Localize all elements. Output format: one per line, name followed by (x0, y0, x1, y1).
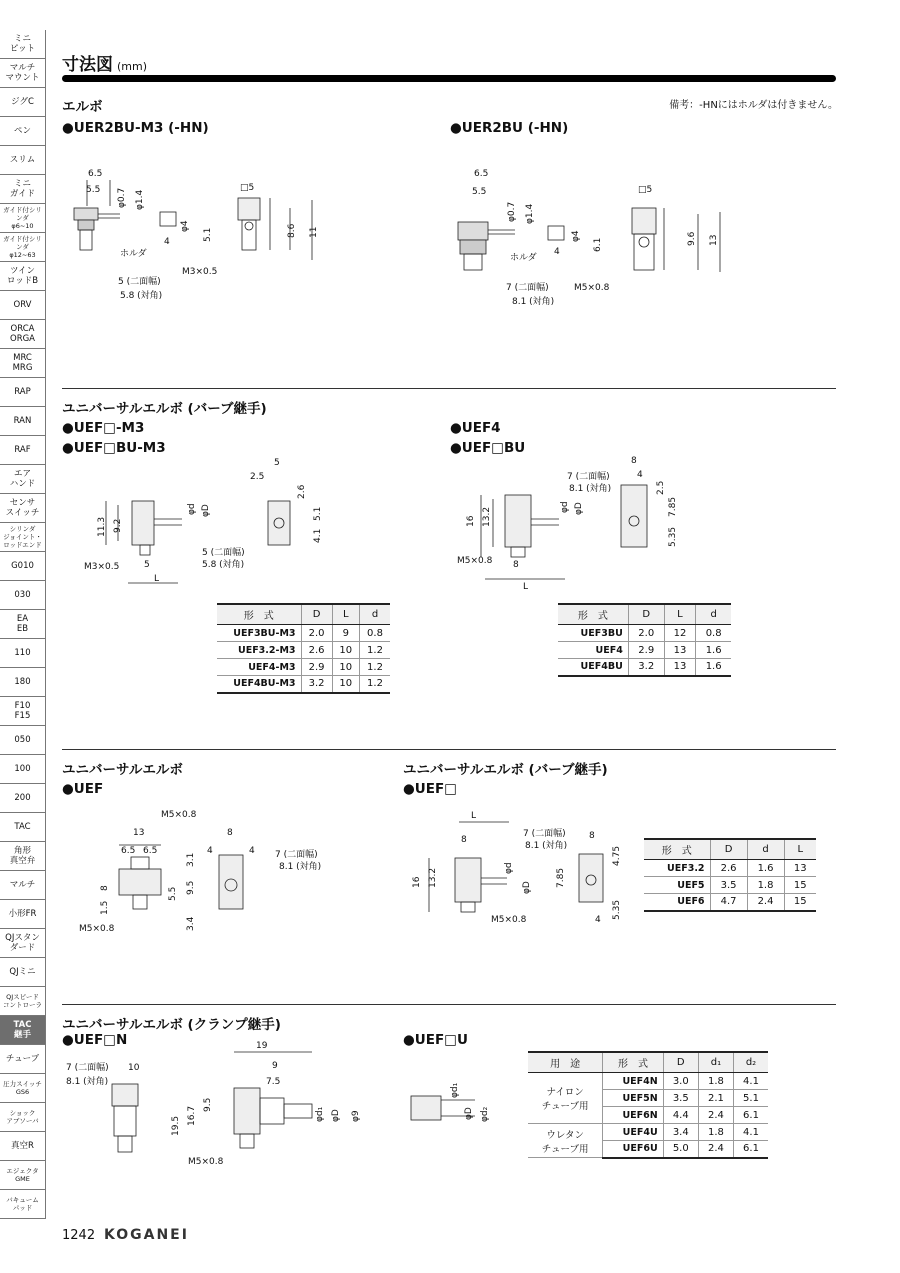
diagram-uef-u (405, 1070, 505, 1140)
sidebar-item[interactable]: エジェクタ GME (0, 1161, 46, 1190)
table-cell: 5.1 (733, 1090, 768, 1107)
dim-label: φ1.4 (135, 189, 145, 210)
sidebar-item[interactable]: 角形 真空弁 (0, 842, 46, 871)
sidebar-item[interactable]: RAP (0, 378, 46, 407)
table-cell: UEF4BU (558, 659, 628, 676)
dim-label: φd₁ (315, 1106, 325, 1122)
dim-label: 2.5 (656, 480, 666, 495)
table-cell: UEF4U (603, 1124, 663, 1141)
dim-label: φD (574, 502, 584, 515)
dim-label: ホルダ (120, 249, 147, 259)
dim-label: 8.1 (対角) (512, 297, 555, 307)
dim-label: φd (504, 862, 514, 874)
sidebar-item[interactable]: エア ハンド (0, 465, 46, 494)
table-cell: UEF5 (644, 877, 710, 894)
sidebar-item[interactable]: マルチ マウント (0, 59, 46, 88)
sidebar-item[interactable]: 100 (0, 755, 46, 784)
table-cell: 3.4 (663, 1124, 698, 1141)
table-cell: 3.5 (663, 1090, 698, 1107)
table-row (217, 642, 390, 659)
table-cell: 3.2 (301, 676, 332, 693)
sidebar-item[interactable]: ショック アブソーバ (0, 1103, 46, 1132)
product-uef-m3: ●UEF□-M3 (62, 420, 145, 436)
table-cell: 2.9 (628, 642, 664, 659)
table-header: 形 式 (603, 1052, 663, 1073)
product-uer2bu-m3: ●UER2BU-M3 (-HN) (62, 120, 209, 136)
dim-label: φ0.7 (507, 201, 517, 222)
dim-label: 8 (513, 560, 519, 570)
table-cell: 13 (664, 642, 696, 659)
dim-label: 4 (249, 846, 255, 856)
table-cell: 2.1 (698, 1090, 733, 1107)
table-cell: UEF3BU (558, 625, 628, 642)
sidebar-item[interactable]: F10 F15 (0, 697, 46, 726)
table-cell: 1.8 (698, 1124, 733, 1141)
table-cell: UEF4BU-M3 (217, 676, 301, 693)
dim-label: M5×0.8 (491, 915, 527, 925)
table-header: 用 途 (528, 1052, 603, 1073)
dim-label: 4 (207, 846, 213, 856)
table-cell: 1.6 (747, 860, 784, 877)
dim-label: 6.5 (474, 169, 489, 179)
table-cell: UEF3.2-M3 (217, 642, 301, 659)
product-uef-u: ●UEF□U (403, 1032, 468, 1048)
dim-label: 2.5 (250, 472, 265, 482)
table-cell: 6.1 (733, 1141, 768, 1158)
dim-label: M3×0.5 (182, 267, 218, 277)
sidebar-item[interactable]: 030 (0, 581, 46, 610)
dim-label: 5.35 (668, 526, 678, 547)
sidebar-item[interactable]: G010 (0, 552, 46, 581)
dim-label: 4 (637, 470, 643, 480)
table-cell: 2.6 (710, 860, 747, 877)
sidebar-item[interactable]: ミニ ガイド (0, 175, 46, 204)
table-row (528, 1073, 768, 1090)
unit-label: (mm) (117, 60, 148, 73)
dim-label: 8.6 (287, 223, 297, 238)
table-row (644, 894, 816, 911)
table-cell: 0.8 (359, 625, 390, 642)
sidebar-item[interactable]: マルチ (0, 871, 46, 900)
sidebar-item[interactable]: 小形FR (0, 900, 46, 929)
dim-label: 8 (100, 885, 110, 891)
table-row (558, 659, 731, 676)
dim-label: □5 (240, 183, 255, 193)
product-uef4: ●UEF4 (450, 420, 501, 436)
sidebar-item[interactable]: RAN (0, 407, 46, 436)
spec-table-uef-n-u (528, 1051, 768, 1159)
section-universal-clamp: ユニバーサルエルボ (クランプ継手) (62, 1017, 281, 1033)
table-cell: UEF6U (603, 1141, 663, 1158)
dim-label: 9.2 (113, 518, 123, 533)
table-cell: 2.4 (698, 1141, 733, 1158)
dim-label: 5.8 (対角) (202, 560, 245, 570)
sidebar-item[interactable]: EA EB (0, 610, 46, 639)
table-cell: 4.7 (710, 894, 747, 911)
dim-label: 13 (133, 828, 145, 838)
dim-label: 4 (554, 247, 560, 257)
sidebar-item[interactable]: 真空R (0, 1132, 46, 1161)
table-cell: 3.0 (663, 1073, 698, 1090)
section-universal: ユニバーサルエルボ (62, 762, 183, 778)
table-cell: UEF3.2 (644, 860, 710, 877)
dim-label: M5×0.8 (188, 1157, 224, 1167)
table-cell: 1.8 (747, 877, 784, 894)
table-cell: 3.2 (628, 659, 664, 676)
sidebar-item[interactable]: ORCA ORGA (0, 320, 46, 349)
table-cell: 2.4 (747, 894, 784, 911)
dim-label: 1.5 (100, 900, 110, 915)
dim-label: 3.1 (186, 852, 196, 867)
table-header: d (696, 604, 731, 625)
product-uef-bu: ●UEF□BU (450, 440, 526, 456)
dim-label: 8 (631, 456, 637, 466)
table-cell: 2.0 (628, 625, 664, 642)
dim-label: 4.1 (313, 528, 323, 543)
dim-label: 7 (二面幅) (567, 472, 610, 482)
dim-label: 5.1 (203, 227, 213, 242)
table-cell: 2.4 (698, 1107, 733, 1124)
page-title: 寸法図 (mm) (62, 55, 148, 75)
dim-label: 5 (144, 560, 150, 570)
sidebar-item[interactable]: TAC 継手 (0, 1016, 46, 1045)
spec-table-uef-barb (644, 838, 816, 912)
dim-label: 6.1 (593, 237, 603, 252)
dim-label: M5×0.8 (161, 810, 197, 820)
table-cell: 3.5 (710, 877, 747, 894)
dim-label: φ1.4 (525, 203, 535, 224)
sidebar-item[interactable]: ジグC (0, 88, 46, 117)
dim-label: 10 (128, 1063, 140, 1073)
dim-label: 7.85 (556, 867, 566, 888)
dim-label: 5.8 (対角) (120, 291, 163, 301)
table-cell: 1.2 (359, 676, 390, 693)
dim-label: 5.35 (612, 899, 622, 920)
dim-label: 4.75 (612, 845, 622, 866)
diagram-uef-barb (405, 808, 635, 933)
dim-label: M5×0.8 (574, 283, 610, 293)
dim-label: 7.5 (266, 1077, 281, 1087)
table-row (217, 659, 390, 676)
dim-label: 11 (309, 226, 319, 238)
table-cell: 5.0 (663, 1141, 698, 1158)
diagram-uef-n (62, 1040, 382, 1170)
dim-label: φd₁ (450, 1082, 460, 1098)
dim-label: φ4 (180, 220, 190, 232)
table-header: d₂ (733, 1052, 768, 1073)
dim-label: 7 (二面幅) (66, 1063, 109, 1073)
dim-label: 8 (227, 828, 233, 838)
product-uef: ●UEF (62, 781, 104, 797)
sidebar-item[interactable]: 200 (0, 784, 46, 813)
diagram-uef4 (455, 455, 695, 590)
table-header: 形 式 (644, 839, 710, 860)
dim-label: φD (464, 1107, 474, 1120)
table-cell: 1.6 (696, 642, 731, 659)
dim-label: φ4 (571, 230, 581, 242)
sidebar-item[interactable]: ツイン ロッドB (0, 262, 46, 291)
dim-label: φD (522, 881, 532, 894)
table-header: 形 式 (217, 604, 301, 625)
dim-label: 19.5 (171, 1115, 181, 1136)
dim-label: 16.7 (187, 1105, 197, 1126)
sidebar-item[interactable]: QJスタン ダード (0, 929, 46, 958)
table-header: D (628, 604, 664, 625)
dim-label: 5.5 (168, 886, 178, 901)
remark-note: 備考：-HNにはホルダは付きません。 (669, 100, 838, 111)
sidebar-item[interactable]: QJミニ (0, 958, 46, 987)
sidebar-item[interactable]: ガイド付シリンダ φ12~63 (0, 233, 46, 262)
divider (62, 749, 836, 750)
dim-label: 6.5 (88, 169, 103, 179)
sidebar-item[interactable]: シリンダ ジョイント・ ロッドエンド (0, 523, 46, 552)
dim-label: 8 (589, 831, 595, 841)
divider (62, 388, 836, 389)
sidebar-item[interactable]: QJスピード コントローラ (0, 987, 46, 1016)
table-cell: 10 (332, 676, 359, 693)
table-cell: 6.1 (733, 1107, 768, 1124)
table-cell: 13 (784, 860, 816, 877)
brand-logo: KOGANEI (104, 1227, 189, 1243)
section-elbow: エルボ (62, 99, 103, 115)
dim-label: 6.5 (143, 846, 158, 856)
dim-label: φ9 (351, 1110, 361, 1122)
table-header: d₁ (698, 1052, 733, 1073)
dim-label: 9.5 (203, 1097, 213, 1112)
table-cell: UEF6N (603, 1107, 663, 1124)
dim-label: φd (187, 503, 197, 515)
sidebar-item[interactable]: スリム (0, 146, 46, 175)
dim-label: 5.5 (86, 185, 101, 195)
dim-label: 7 (二面幅) (506, 283, 549, 293)
dim-label: 8.1 (対角) (66, 1077, 109, 1087)
dim-label: φD (331, 1109, 341, 1122)
sidebar-item[interactable]: 050 (0, 726, 46, 755)
dim-label: 5.1 (313, 506, 323, 521)
dim-label: 13 (709, 234, 719, 246)
dim-label: 13.2 (482, 506, 492, 527)
dim-label: φD (201, 504, 211, 517)
dim-label: 2.6 (297, 484, 307, 499)
section-universal-barb-2: ユニバーサルエルボ (バーブ継手) (403, 762, 608, 778)
table-cell: UEF4 (558, 642, 628, 659)
table-header: 形 式 (558, 604, 628, 625)
table-row (558, 625, 731, 642)
table-cell: 4.4 (663, 1107, 698, 1124)
table-cell: 4.1 (733, 1073, 768, 1090)
sidebar-item[interactable]: 110 (0, 639, 46, 668)
dim-label: 8.1 (対角) (569, 484, 612, 494)
product-uer2bu: ●UER2BU (-HN) (450, 120, 569, 136)
dim-label: L (471, 811, 477, 821)
dim-label: 4 (595, 915, 601, 925)
dim-label: 9 (272, 1061, 278, 1071)
dim-label: 16 (466, 515, 476, 527)
sidebar-item[interactable]: RAF (0, 436, 46, 465)
diagram-uer2bu (440, 150, 730, 315)
dim-label: 8.1 (対角) (525, 841, 568, 851)
table-cell: UEF4-M3 (217, 659, 301, 676)
dim-label: 4 (164, 237, 170, 247)
usage-group: ナイロン チューブ用 (528, 1073, 603, 1124)
table-cell: UEF6 (644, 894, 710, 911)
dim-label: 9.5 (186, 880, 196, 895)
dim-label: 8 (461, 835, 467, 845)
title-bar (62, 75, 836, 82)
product-uef-bu-m3: ●UEF□BU-M3 (62, 440, 166, 456)
table-row (528, 1124, 768, 1141)
table-cell: UEF4N (603, 1073, 663, 1090)
table-cell: 9 (332, 625, 359, 642)
table-cell: 1.6 (696, 659, 731, 676)
table-cell: 15 (784, 894, 816, 911)
dim-label: 5.5 (472, 187, 487, 197)
table-cell: 10 (332, 659, 359, 676)
table-header: D (301, 604, 332, 625)
table-row (644, 877, 816, 894)
diagram-uef (75, 805, 322, 940)
table-header: d (359, 604, 390, 625)
sidebar-item[interactable]: センサ スイッチ (0, 494, 46, 523)
dim-label: 8.1 (対角) (279, 862, 322, 872)
sidebar-item[interactable]: バキューム パッド (0, 1190, 46, 1219)
product-uef-n: ●UEF□N (62, 1032, 128, 1048)
dim-label: 6.5 (121, 846, 136, 856)
dim-label: φd (560, 501, 570, 513)
table-cell: 10 (332, 642, 359, 659)
dim-label: 7 (二面幅) (275, 850, 318, 860)
sidebar-item[interactable]: ガイド付シリンダ φ6~10 (0, 204, 46, 233)
dim-label: φ0.7 (117, 187, 127, 208)
dim-label: 9.6 (687, 231, 697, 246)
diagram-uef-m3 (62, 455, 342, 600)
table-header: L (332, 604, 359, 625)
table-cell: 2.6 (301, 642, 332, 659)
dim-label: ホルダ (510, 253, 537, 263)
divider (62, 1004, 836, 1005)
table-cell: 1.2 (359, 642, 390, 659)
dim-label: □5 (638, 185, 653, 195)
table-cell: 2.9 (301, 659, 332, 676)
table-cell: 15 (784, 877, 816, 894)
page-number: 1242 (62, 1228, 96, 1243)
table-cell: UEF3BU-M3 (217, 625, 301, 642)
sidebar-item[interactable]: チューブ (0, 1045, 46, 1074)
table-cell: 1.8 (698, 1073, 733, 1090)
table-cell: 13 (664, 659, 696, 676)
dim-label: M5×0.8 (79, 924, 115, 934)
dim-label: M3×0.5 (84, 562, 120, 572)
sidebar-item[interactable]: ミニ ピット (0, 30, 46, 59)
dim-label: 16 (412, 876, 422, 888)
table-row (644, 860, 816, 877)
usage-group: ウレタン チューブ用 (528, 1124, 603, 1158)
dim-label: 5 (274, 458, 280, 468)
spec-table-uef4 (558, 603, 731, 677)
sidebar-item[interactable]: ペン (0, 117, 46, 146)
dim-label: 13.2 (428, 867, 438, 888)
dim-label: 19 (256, 1041, 268, 1051)
table-header: L (664, 604, 696, 625)
product-uef-barb: ●UEF□ (403, 781, 457, 797)
sidebar-item[interactable]: TAC (0, 813, 46, 842)
dim-label: 3.4 (186, 916, 196, 931)
table-header: d (747, 839, 784, 860)
table-cell: 2.0 (301, 625, 332, 642)
section-universal-barb: ユニバーサルエルボ (バーブ継手) (62, 401, 267, 417)
sidebar-item[interactable]: MRC MRG (0, 349, 46, 378)
table-cell: 0.8 (696, 625, 731, 642)
table-cell: 4.1 (733, 1124, 768, 1141)
dim-label: L (154, 574, 160, 584)
sidebar-item[interactable]: 圧力スイッチ GS6 (0, 1074, 46, 1103)
dim-label: 11.3 (97, 516, 107, 537)
table-header: D (663, 1052, 698, 1073)
dim-label: 7.85 (668, 496, 678, 517)
dim-label: M5×0.8 (457, 556, 493, 566)
table-row (558, 642, 731, 659)
sidebar-item[interactable]: 180 (0, 668, 46, 697)
table-row (217, 676, 390, 693)
table-cell: UEF5N (603, 1090, 663, 1107)
table-cell: 1.2 (359, 659, 390, 676)
dim-label: φd₂ (480, 1106, 490, 1122)
table-header: D (710, 839, 747, 860)
table-row (217, 625, 390, 642)
table-header: L (784, 839, 816, 860)
table-cell: 12 (664, 625, 696, 642)
dim-label: 5 (二面幅) (202, 548, 245, 558)
dim-label: L (523, 582, 529, 592)
spec-table-uef-m3 (217, 603, 390, 694)
dim-label: 5 (二面幅) (118, 277, 161, 287)
dim-label: 7 (二面幅) (523, 829, 566, 839)
diagram-uer2bu-m3 (62, 150, 342, 310)
sidebar-item[interactable]: ORV (0, 291, 46, 320)
